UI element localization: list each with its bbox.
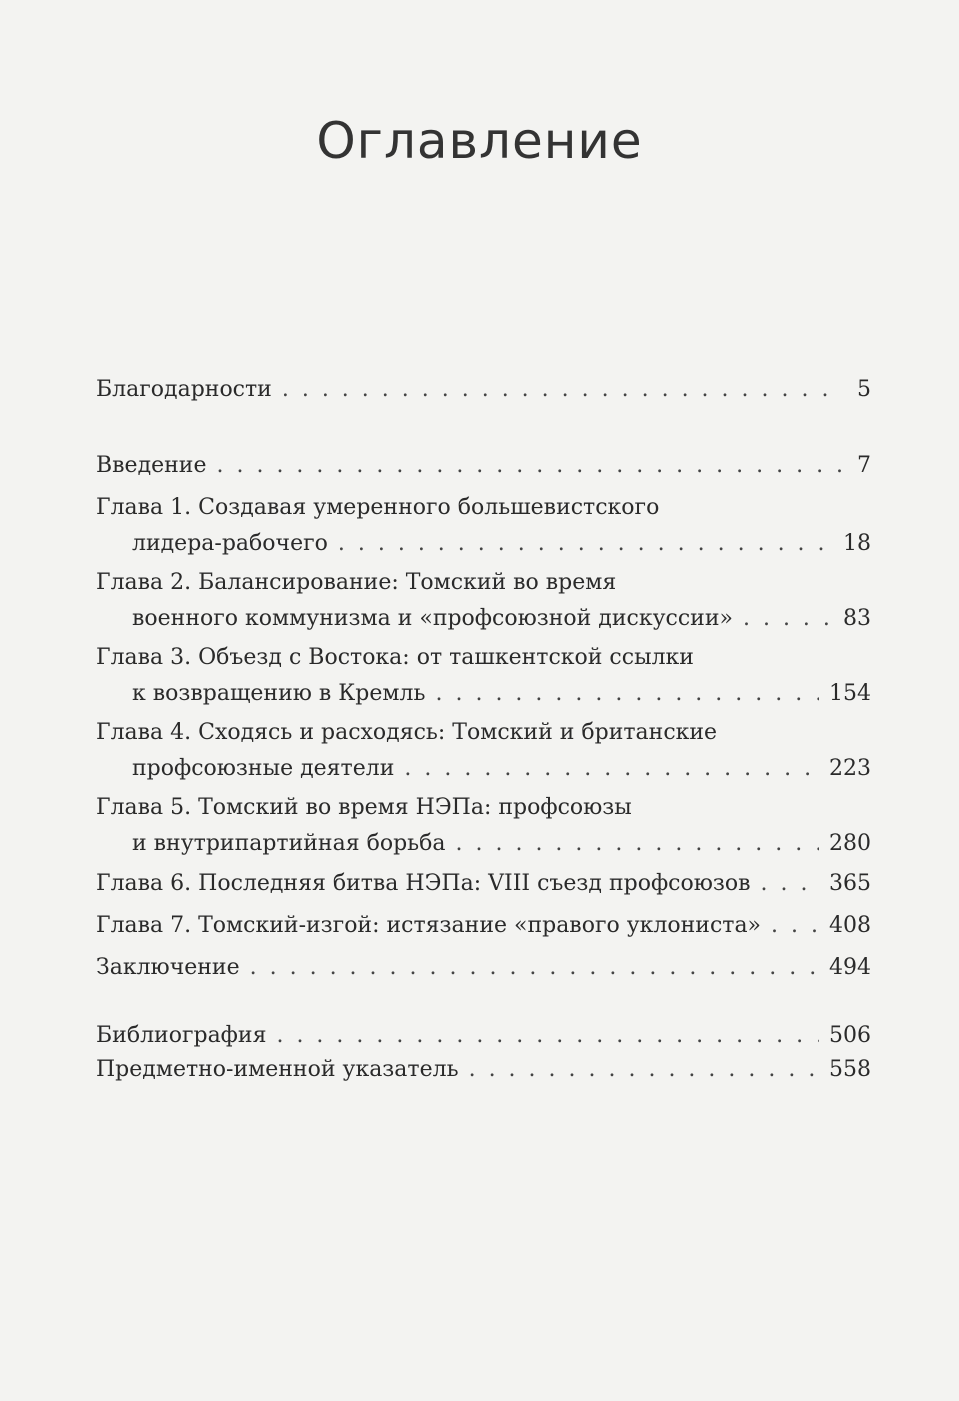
toc-entry-page: 558	[829, 1057, 871, 1082]
toc-entry-title: Благодарности	[96, 377, 272, 402]
toc-entry-subtitle: к возвращению в Кремль	[132, 681, 426, 706]
dot-leader	[338, 526, 833, 562]
toc-entry	[96, 448, 871, 484]
dot-leader	[250, 950, 819, 986]
toc-entry-title: Глава 5. Томский во время НЭПа: профсоюзы	[96, 795, 632, 820]
toc-entry-title: Глава 1. Создавая умеренного большевистского	[96, 495, 660, 520]
toc-entry-title: Глава 3. Объезд с Востока: от ташкентской ссылки	[96, 645, 694, 670]
toc-entry	[96, 715, 871, 787]
toc-entry	[96, 1018, 871, 1054]
toc-entry-subtitle: военного коммунизма и «профсоюзной дискуссии»	[132, 606, 733, 631]
toc-entry-subtitle: и внутрипартийная борьба	[132, 831, 446, 856]
toc-entry	[96, 565, 871, 637]
dot-leader	[216, 448, 841, 484]
toc-entry	[96, 950, 871, 986]
toc-entry-title: Библиография	[96, 1023, 267, 1048]
dot-leader	[456, 826, 820, 862]
page-title: Оглавление	[316, 112, 643, 170]
toc-entry-page: 365	[829, 871, 871, 896]
toc-entry-title: Глава 7. Томский-изгой: истязание «правого уклониста»	[96, 913, 762, 938]
toc-entry	[96, 866, 871, 902]
toc-entry	[96, 372, 871, 408]
toc-entry-page: 223	[829, 756, 871, 781]
toc-entry-page: 5	[857, 377, 871, 402]
toc-entry-page: 506	[829, 1023, 871, 1048]
toc-entry-title: Предметно-именной указатель	[96, 1057, 459, 1082]
dot-leader	[282, 372, 841, 408]
dot-leader	[469, 1052, 819, 1088]
toc-entry	[96, 908, 871, 944]
toc-entry	[96, 640, 871, 712]
dot-leader	[743, 601, 833, 637]
toc-entry-subtitle: лидера-рабочего	[132, 531, 328, 556]
toc-entry	[96, 1052, 871, 1088]
toc-entry-title: Глава 2. Балансирование: Томский во время	[96, 570, 617, 595]
toc-entry-subtitle: профсоюзные деятели	[132, 756, 395, 781]
toc-entry-title: Глава 6. Последняя битва НЭПа: VIII съезд профсоюзов	[96, 871, 751, 896]
toc-entry	[96, 790, 871, 862]
dot-leader	[761, 866, 819, 902]
toc-entry-page: 408	[829, 913, 871, 938]
toc-entry-page: 154	[829, 681, 871, 706]
toc-entry-title: Заключение	[96, 955, 240, 980]
dot-leader	[771, 908, 819, 944]
toc-entry-page: 7	[857, 453, 871, 478]
toc-entry-page: 494	[829, 955, 871, 980]
toc-entry-page: 280	[829, 831, 871, 856]
toc-entry-page: 18	[843, 531, 871, 556]
dot-leader	[276, 1018, 819, 1054]
dot-leader	[435, 676, 819, 712]
toc-entry	[96, 490, 871, 562]
toc-entry-title: Введение	[96, 453, 207, 478]
toc-entry-title: Глава 4. Сходясь и расходясь: Томский и британские	[96, 720, 718, 745]
toc-entry-page: 83	[843, 606, 871, 631]
dot-leader	[404, 751, 819, 787]
